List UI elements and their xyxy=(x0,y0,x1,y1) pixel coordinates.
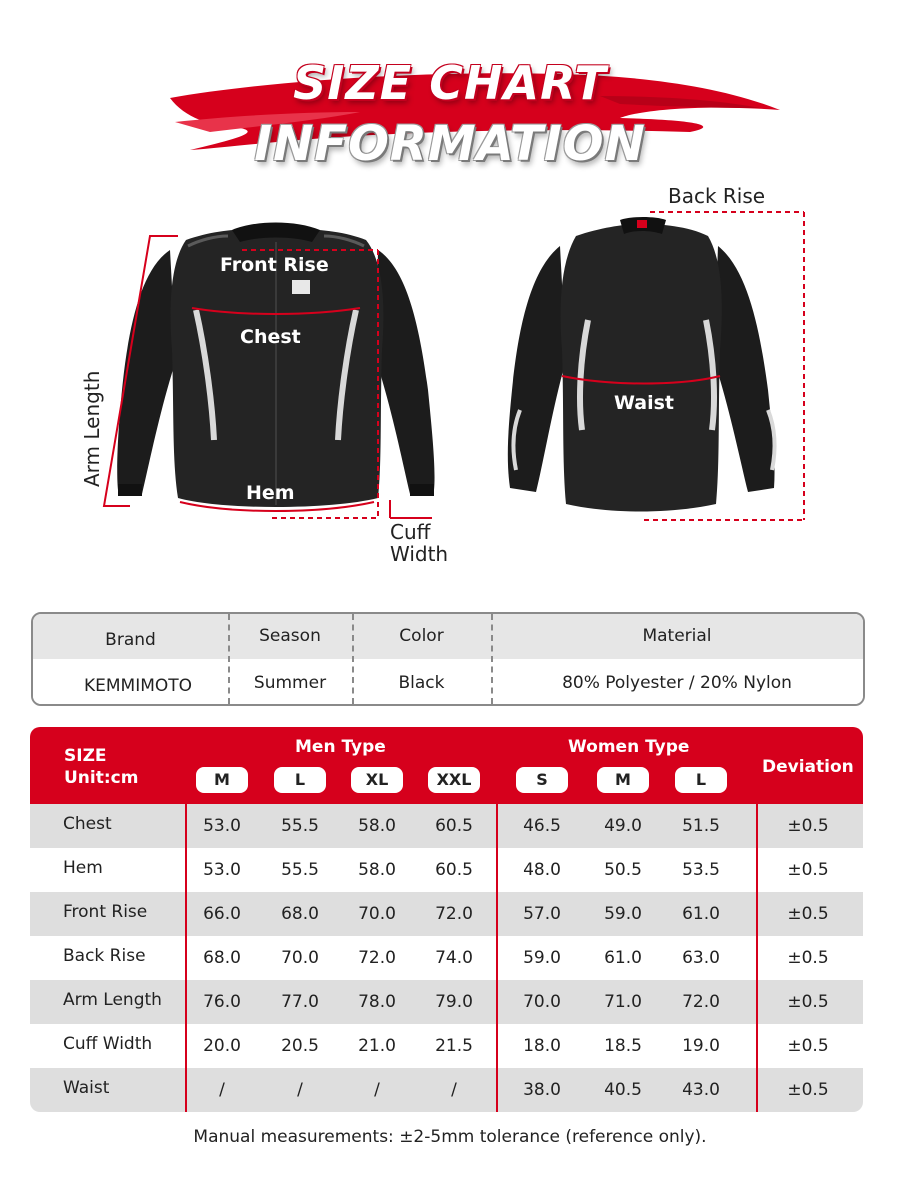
jacket-illustrations xyxy=(0,180,900,580)
info-header-material: Material xyxy=(642,626,712,646)
table-cell: 53.0 xyxy=(203,860,241,880)
width-label: Width xyxy=(390,542,449,566)
size-table-header xyxy=(30,727,863,804)
table-cell: 72.0 xyxy=(435,904,473,924)
table-cell: 70.0 xyxy=(358,904,396,924)
column-divider xyxy=(185,804,187,1112)
row-label: Hem xyxy=(63,858,103,878)
deviation-cell: ±0.5 xyxy=(787,1036,829,1056)
hem-label: Hem xyxy=(246,482,295,504)
table-row xyxy=(30,1024,863,1068)
info-header-season: Season xyxy=(259,626,321,646)
table-cell: 55.5 xyxy=(281,816,319,836)
table-cell: 77.0 xyxy=(281,992,319,1012)
info-color-value: Black xyxy=(398,673,445,693)
table-cell: / xyxy=(451,1080,457,1100)
info-value-row xyxy=(33,661,863,706)
title-size-chart: SIZE CHART xyxy=(293,56,607,110)
table-cell: 57.0 xyxy=(523,904,561,924)
info-header-row xyxy=(33,614,863,659)
row-label: Chest xyxy=(63,814,112,834)
column-divider xyxy=(756,804,758,1112)
table-cell: 59.0 xyxy=(523,948,561,968)
men-type-label: Men Type xyxy=(295,737,386,757)
title-banner xyxy=(0,0,900,200)
table-cell: 72.0 xyxy=(358,948,396,968)
size-chart-table xyxy=(30,727,863,1112)
table-cell: 68.0 xyxy=(281,904,319,924)
front-rise-label: Front Rise xyxy=(220,254,329,276)
back-rise-label: Back Rise xyxy=(668,184,766,208)
cuff-label: Cuff xyxy=(390,520,431,544)
table-cell: 53.0 xyxy=(203,816,241,836)
table-cell: 58.0 xyxy=(358,860,396,880)
women-size-l: L xyxy=(675,767,727,793)
table-cell: 70.0 xyxy=(523,992,561,1012)
table-cell: 66.0 xyxy=(203,904,241,924)
table-cell: 21.0 xyxy=(358,1036,396,1056)
table-cell: 49.0 xyxy=(604,816,642,836)
table-cell: 76.0 xyxy=(203,992,241,1012)
info-season-value: Summer xyxy=(253,673,327,693)
chest-label: Chest xyxy=(240,326,301,348)
table-cell: 55.5 xyxy=(281,860,319,880)
back-jacket-graphic xyxy=(508,217,775,512)
deviation-cell: ±0.5 xyxy=(787,992,829,1012)
table-cell: 74.0 xyxy=(435,948,473,968)
info-header-color: Color xyxy=(399,626,444,646)
women-size-s: S xyxy=(516,767,568,793)
table-cell: 48.0 xyxy=(523,860,561,880)
table-cell: 51.5 xyxy=(682,816,720,836)
table-cell: / xyxy=(297,1080,303,1100)
table-cell: 19.0 xyxy=(682,1036,720,1056)
arm-length-label: Arm Length xyxy=(80,370,104,487)
men-size-l: L xyxy=(274,767,326,793)
row-label: Arm Length xyxy=(63,990,162,1010)
men-size-m: M xyxy=(196,767,248,793)
table-row xyxy=(30,848,863,892)
table-cell: / xyxy=(219,1080,225,1100)
deviation-cell: ±0.5 xyxy=(787,904,829,924)
deviation-cell: ±0.5 xyxy=(787,816,829,836)
table-cell: 58.0 xyxy=(358,816,396,836)
table-cell: 20.0 xyxy=(203,1036,241,1056)
info-material-value: 80% Polyester / 20% Nylon xyxy=(562,673,792,693)
men-size-xxl: XXL xyxy=(428,767,480,793)
table-cell: 21.5 xyxy=(435,1036,473,1056)
size-label: SIZE xyxy=(64,746,107,766)
deviation-cell: ±0.5 xyxy=(787,948,829,968)
table-cell: 78.0 xyxy=(358,992,396,1012)
info-brand-value: KEMMIMOTO xyxy=(83,676,193,696)
info-divider xyxy=(491,614,493,704)
deviation-cell: ±0.5 xyxy=(787,860,829,880)
info-divider xyxy=(352,614,354,704)
table-cell: 63.0 xyxy=(682,948,720,968)
row-label: Back Rise xyxy=(63,946,146,966)
table-cell: 46.5 xyxy=(523,816,561,836)
table-row xyxy=(30,936,863,980)
table-cell: 20.5 xyxy=(281,1036,319,1056)
row-label: Waist xyxy=(63,1078,110,1098)
table-cell: 53.5 xyxy=(682,860,720,880)
deviation-label: Deviation xyxy=(762,757,854,777)
men-size-xl: XL xyxy=(351,767,403,793)
table-cell: 61.0 xyxy=(604,948,642,968)
table-cell: 79.0 xyxy=(435,992,473,1012)
unit-label: Unit:cm xyxy=(64,768,139,788)
waist-label: Waist xyxy=(614,392,675,414)
table-cell: 40.5 xyxy=(604,1080,642,1100)
table-cell: 38.0 xyxy=(523,1080,561,1100)
table-cell: 71.0 xyxy=(604,992,642,1012)
measurement-footnote: Manual measurements: ±2-5mm tolerance (reference only). xyxy=(193,1127,707,1147)
table-cell: 61.0 xyxy=(682,904,720,924)
row-label: Cuff Width xyxy=(63,1034,153,1054)
table-cell: 18.0 xyxy=(523,1036,561,1056)
product-info-table xyxy=(31,612,865,706)
column-divider xyxy=(496,804,498,1112)
table-row xyxy=(30,804,863,848)
table-cell: 50.5 xyxy=(604,860,642,880)
table-row xyxy=(30,892,863,936)
deviation-cell: ±0.5 xyxy=(787,1080,829,1100)
table-cell: 68.0 xyxy=(203,948,241,968)
table-cell: 59.0 xyxy=(604,904,642,924)
table-cell: 60.5 xyxy=(435,860,473,880)
women-size-m: M xyxy=(597,767,649,793)
table-cell: / xyxy=(374,1080,380,1100)
table-cell: 72.0 xyxy=(682,992,720,1012)
info-header-brand: Brand xyxy=(105,630,156,650)
table-cell: 43.0 xyxy=(682,1080,720,1100)
table-row xyxy=(30,1068,863,1112)
title-information: INFORMATION xyxy=(254,116,646,172)
table-row xyxy=(30,980,863,1024)
women-type-label: Women Type xyxy=(568,737,690,757)
table-cell: 18.5 xyxy=(604,1036,642,1056)
info-divider xyxy=(228,614,230,704)
jacket-diagram xyxy=(0,180,900,580)
table-cell: 60.5 xyxy=(435,816,473,836)
table-cell: 70.0 xyxy=(281,948,319,968)
row-label: Front Rise xyxy=(63,902,148,922)
